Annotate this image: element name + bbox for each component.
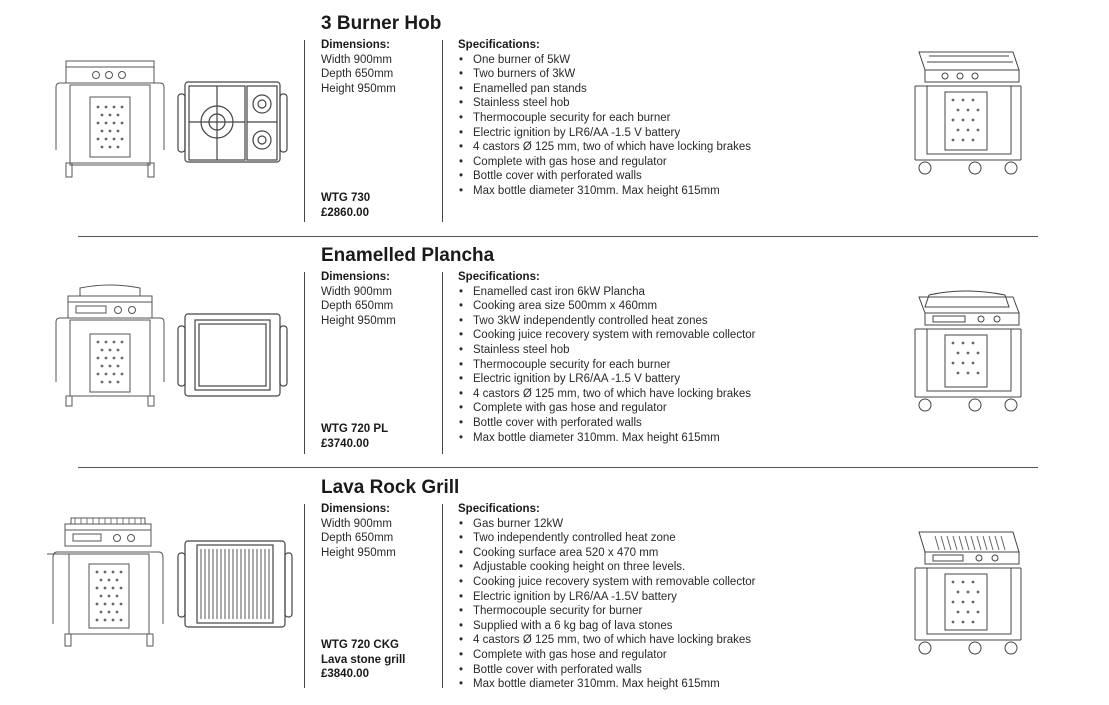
product-section-3-burner-hob xyxy=(0,0,1109,240)
dimension-depth: Depth 650mm xyxy=(321,300,394,313)
product-code: WTG 730 xyxy=(321,192,371,204)
spec-item: • Complete with gas hose and regulator xyxy=(458,648,756,663)
spec-item: • Adjustable cooking height on three levels. xyxy=(458,560,756,575)
isometric-view-drawing xyxy=(905,277,1030,417)
spec-item: • Stainless steel hob xyxy=(458,343,756,358)
top-view-drawing xyxy=(175,312,290,400)
spec-item: • Cooking area size 500mm x 460mm xyxy=(458,299,756,314)
front-view-drawing xyxy=(52,282,167,412)
product-code-block xyxy=(321,638,405,682)
product-code: WTG 720 CKG xyxy=(321,639,399,651)
dimensions-block xyxy=(321,38,396,96)
dimension-height: Height 950mm xyxy=(321,546,396,559)
spec-item: • One burner of 5kW xyxy=(458,53,751,68)
spec-item: • 4 castors Ø 125 mm, two of which have locking brakes xyxy=(458,140,751,155)
dimension-height: Height 950mm xyxy=(321,314,396,327)
spec-item: • Supplied with a 6 kg bag of lava stones xyxy=(458,619,756,634)
spec-item: • Cooking surface area 520 x 470 mm xyxy=(458,546,756,561)
product-price: £3740.00 xyxy=(321,437,369,450)
spec-item: • Cooking juice recovery system with removable collector xyxy=(458,575,756,590)
spec-item: • Bottle cover with perforated walls xyxy=(458,169,751,184)
spec-item: • Electric ignition by LR6/AA -1.5 V battery xyxy=(458,126,751,141)
product-title: Enamelled Plancha xyxy=(321,245,495,266)
spec-item: • Two 3kW independently controlled heat zones xyxy=(458,314,756,329)
product-price: £2860.00 xyxy=(321,206,369,219)
product-code-block xyxy=(321,191,370,220)
dimension-depth: Depth 650mm xyxy=(321,68,394,81)
product-code-subtitle: Lava stone grill xyxy=(321,653,406,666)
column-divider xyxy=(304,504,305,688)
specifications-list xyxy=(458,285,756,446)
dimensions-label: Dimensions: xyxy=(321,271,391,283)
spec-item: • Electric ignition by LR6/AA -1.5 V battery xyxy=(458,372,756,387)
specifications-label: Specifications: xyxy=(458,503,540,515)
spec-item: • 4 castors Ø 125 mm, two of which have locking brakes xyxy=(458,633,756,648)
specifications-list xyxy=(458,53,751,199)
spec-item: • Complete with gas hose and regulator xyxy=(458,401,756,416)
dimensions-block xyxy=(321,270,396,328)
column-divider xyxy=(304,40,305,222)
specifications-list xyxy=(458,517,756,692)
spec-item: • Thermocouple security for each burner xyxy=(458,111,751,126)
spec-item: • Gas burner 12kW xyxy=(458,517,756,532)
dimension-width: Width 900mm xyxy=(321,53,392,66)
spec-item: • Max bottle diameter 310mm. Max height 615mm xyxy=(458,677,756,692)
isometric-view-drawing xyxy=(905,42,1030,182)
product-code: WTG 720 PL xyxy=(321,423,389,435)
spec-item: • Electric ignition by LR6/AA -1.5V battery xyxy=(458,590,756,605)
spec-item: • 4 castors Ø 125 mm, two of which have locking brakes xyxy=(458,387,756,402)
spec-item: • Two independently controlled heat zone xyxy=(458,531,756,546)
front-view-drawing xyxy=(52,55,167,185)
specifications-block xyxy=(458,270,756,445)
product-section-enamelled-plancha xyxy=(0,232,1109,467)
dimensions-label: Dimensions: xyxy=(321,503,391,515)
product-title: Lava Rock Grill xyxy=(321,477,460,498)
column-divider xyxy=(304,272,305,454)
spec-item: • Max bottle diameter 310mm. Max height 615mm xyxy=(458,431,756,446)
spec-item: • Bottle cover with perforated walls xyxy=(458,663,756,678)
dimension-width: Width 900mm xyxy=(321,285,392,298)
top-view-drawing xyxy=(175,539,295,631)
dimension-height: Height 950mm xyxy=(321,82,396,95)
spec-item: • Thermocouple security for burner xyxy=(458,604,756,619)
product-price: £3840.00 xyxy=(321,668,369,681)
specifications-block xyxy=(458,38,751,199)
spec-item: • Cooking juice recovery system with removable collector xyxy=(458,328,756,343)
front-view-drawing xyxy=(45,514,170,654)
dimensions-label: Dimensions: xyxy=(321,39,391,51)
top-view-drawing xyxy=(175,80,290,165)
specifications-label: Specifications: xyxy=(458,39,540,51)
spec-item: • Stainless steel hob xyxy=(458,96,751,111)
dimensions-block xyxy=(321,502,396,560)
dimension-depth: Depth 650mm xyxy=(321,532,394,545)
product-section-lava-rock-grill xyxy=(0,464,1109,705)
column-divider xyxy=(442,504,443,688)
spec-item: • Two burners of 3kW xyxy=(458,67,751,82)
spec-item: • Complete with gas hose and regulator xyxy=(458,155,751,170)
specifications-label: Specifications: xyxy=(458,271,540,283)
product-code-block xyxy=(321,422,388,451)
spec-item: • Enamelled cast iron 6kW Plancha xyxy=(458,285,756,300)
dimension-width: Width 900mm xyxy=(321,517,392,530)
spec-item: • Thermocouple security for each burner xyxy=(458,358,756,373)
spec-item: • Bottle cover with perforated walls xyxy=(458,416,756,431)
specifications-block xyxy=(458,502,756,692)
column-divider xyxy=(442,272,443,454)
spec-item: • Enamelled pan stands xyxy=(458,82,751,97)
column-divider xyxy=(442,40,443,222)
product-title: 3 Burner Hob xyxy=(321,13,442,34)
spec-item: • Max bottle diameter 310mm. Max height 615mm xyxy=(458,184,751,199)
isometric-view-drawing xyxy=(905,522,1030,662)
